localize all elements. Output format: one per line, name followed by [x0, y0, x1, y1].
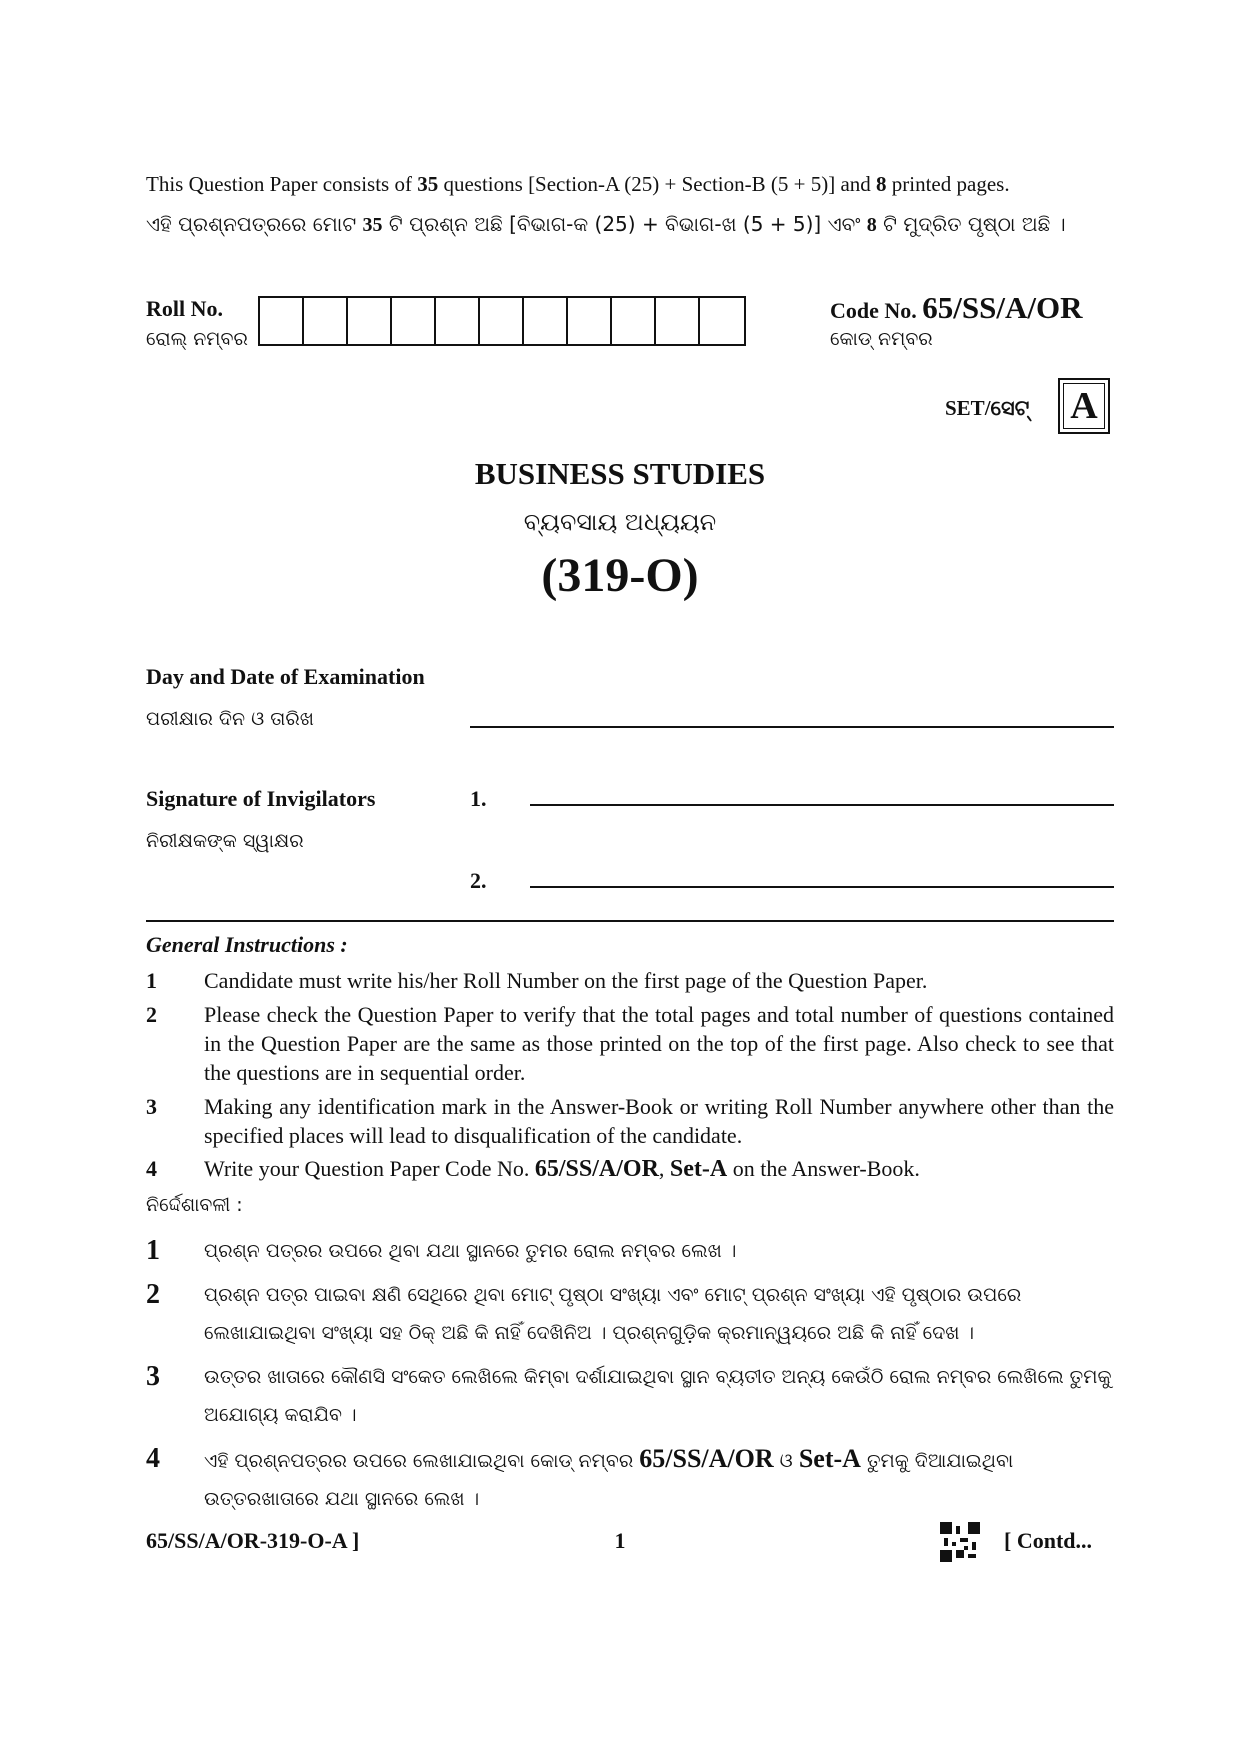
instruction-text: Please check the Question Paper to verify that the total pages and total number of questions contained in the Question Paper are the same as those printed on the top of the first page. Also check to see that the questions are in sequential order. [204, 1002, 1114, 1085]
instruction-text: Candidate must write his/her Roll Number on the first page of the Question Paper. [204, 968, 928, 993]
signature-2-line[interactable] [530, 886, 1114, 888]
instruction-code: 65/SS/A/OR [534, 1156, 659, 1182]
intro-en-text-b: questions [Section-A (25) + Section-B (5 + 5)] and [438, 172, 877, 196]
odia-instruction-item [146, 1440, 1114, 1518]
odia-instruction-number: 4 [146, 1443, 160, 1474]
subject-title-odia: ବ୍ୟବସାୟ ଅଧ୍ୟୟନ [523, 508, 717, 536]
odia-instruction-item [146, 1358, 1114, 1434]
roll-number-label: Roll No. [146, 296, 223, 321]
roll-digit-box[interactable] [656, 298, 700, 344]
odia-instruction-text-b: ତୁମକୁ ଦିଆଯାଇଥିବା ଉତ୍ତରଖାତାରେ ଯଥା ସ୍ଥାନରେ ଲେଖ । [204, 1450, 1014, 1510]
instruction-item [146, 1092, 1114, 1150]
code-number [830, 290, 1083, 326]
odia-instruction-mid: ଓ [773, 1450, 799, 1472]
invigilators-label: Signature of Invigilators [146, 786, 376, 811]
odia-instruction-code: 65/SS/A/OR [639, 1444, 774, 1473]
page-count-od: 8 [866, 214, 877, 236]
intro-od-text-c: ଟି ମୁଦ୍ରିତ ପୃଷ୍ଠା ଅଛି । [876, 212, 1066, 236]
code-number-label: Code No. [830, 298, 917, 323]
signature-2-number: 2. [470, 868, 487, 893]
set-box [1058, 378, 1110, 434]
instruction-item [146, 1154, 1114, 1184]
odia-instruction-text [204, 1440, 1114, 1518]
set-value: A [1070, 385, 1098, 427]
roll-digit-box[interactable] [260, 298, 304, 344]
intro-od-text-b: ଟି ପ୍ରଶ୍ନ ଅଛି [ବିଭାଗ-କ (25) + ବିଭାଗ-ଖ (5 + 5)] ଏବଂ [382, 212, 867, 236]
signature-1-line[interactable] [530, 804, 1114, 806]
roll-digit-box[interactable] [348, 298, 392, 344]
odia-instruction-text: ପ୍ରଶ୍ନ ପତ୍ର ପାଇବା କ୍ଷଣି ସେଥିରେ ଥିବା ମୋଟ୍ ପୃଷ୍ଠା ସଂଖ୍ୟା ଏବଂ ମୋଟ୍ ପ୍ରଶ୍ନ ସଂଖ୍ୟା ଏହି ପୃଷ୍ଠାର ଉପରେ ଲେଖାଯାଇଥିବା ସଂଖ୍ୟା ସହ ଠିକ୍ ଅଛି କି ନାହିଁ ଦେଖିନିଅ । ପ୍ରଶ୍ନଗୁଡ଼ିକ କ୍ରମାନ୍ୱୟରେ ଅଛି କି ନାହିଁ ଦେଖ । [204, 1284, 1022, 1344]
footer-paper-code: 65/SS/A/OR-319-O-A ] [146, 1528, 360, 1553]
page-count: 8 [876, 172, 887, 196]
question-count: 35 [417, 172, 439, 196]
exam-date-label: Day and Date of Examination [146, 664, 425, 689]
intro-odia [146, 212, 1066, 237]
intro-en-text-a: This Question Paper consists of [146, 172, 418, 196]
continued-label: [ Contd... [1004, 1528, 1093, 1553]
exam-date-input-line[interactable] [470, 726, 1114, 728]
instruction-number: 4 [146, 1156, 157, 1181]
subject-title: BUSINESS STUDIES [474, 456, 766, 491]
general-instructions-title: General Instructions : [146, 932, 348, 957]
signature-1-number: 1. [470, 786, 487, 811]
odia-instruction-set: Set-A [798, 1444, 861, 1473]
invigilators-label-odia: ନିରୀକ୍ଷକଙ୍କ ସ୍ୱାକ୍ଷର [146, 830, 304, 852]
exam-date-label-odia: ପରୀକ୍ଷାର ଦିନ ଓ ତାରିଖ [146, 708, 314, 730]
instruction-text-b: on the Answer-Book. [727, 1156, 920, 1181]
question-count-od: 35 [362, 214, 383, 236]
roll-digit-box[interactable] [612, 298, 656, 344]
roll-digit-box[interactable] [436, 298, 480, 344]
intro-english [146, 172, 1010, 197]
instruction-number: 3 [146, 1094, 157, 1119]
instruction-item [146, 1000, 1114, 1087]
odia-instruction-number: 1 [146, 1235, 160, 1266]
odia-instruction-text-a: ଏହି ପ୍ରଶ୍ନପତ୍ରର ଉପରେ ଲେଖାଯାଇଥିବା କୋଡ୍ ନମ୍ବର [204, 1450, 640, 1472]
roll-number-boxes[interactable] [258, 296, 746, 346]
intro-en-text-c: printed pages. [886, 172, 1010, 196]
instruction-item [146, 966, 1114, 995]
instruction-text: Making any identification mark in the Answer-Book or writing Roll Number anywhere other than the specified places will lead to disqualification of the candidate. [204, 1094, 1114, 1148]
instruction-text [204, 1154, 1114, 1184]
code-number-value: 65/SS/A/OR [922, 290, 1083, 325]
odia-instruction-item [146, 1276, 1114, 1352]
code-number-label-odia: କୋଡ୍ ନମ୍ବର [830, 328, 933, 350]
odia-instruction-text: ପ୍ରଶ୍ନ ପତ୍ରର ଉପରେ ଥିବା ଯଥା ସ୍ଥାନରେ ତୁମର ରୋଲ ନମ୍ବର ଲେଖ । [204, 1240, 737, 1262]
odia-instruction-item [146, 1232, 1114, 1270]
set-box-inner-border [1063, 383, 1105, 429]
roll-digit-box[interactable] [700, 298, 744, 344]
instruction-number: 2 [146, 1002, 157, 1027]
roll-digit-box[interactable] [304, 298, 348, 344]
odia-instruction-text: ଉତ୍ତର ଖାତାରେ କୌଣସି ସଂକେତ ଲେଖିଲେ କିମ୍ବା ଦର୍ଶାଯାଇଥିବା ସ୍ଥାନ ବ୍ୟତୀତ ଅନ୍ୟ କେଉଁଠି ରୋଲ ନମ୍ବର ଲେଖିଲେ ତୁମକୁ ଅଯୋଗ୍ୟ କରାଯିବ । [204, 1366, 1112, 1426]
instruction-sep: , [658, 1156, 670, 1181]
roll-digit-box[interactable] [524, 298, 568, 344]
intro-od-text-a: ଏହି ପ୍ରଶ୍ନପତ୍ରରେ ମୋଟ [146, 212, 363, 236]
odia-instructions-title: ନିର୍ଦ୍ଦେଶାବଳୀ : [146, 1194, 243, 1216]
odia-instruction-number: 3 [146, 1361, 160, 1392]
instruction-text-a: Write your Question Paper Code No. [204, 1156, 535, 1181]
set-label-text: SET/ସେଟ୍ [945, 396, 1030, 420]
odia-instruction-number: 2 [146, 1279, 160, 1310]
paper-code: (319-O) [541, 549, 699, 602]
set-label [945, 396, 1029, 421]
roll-digit-box[interactable] [480, 298, 524, 344]
roll-digit-box[interactable] [392, 298, 436, 344]
page-number: 1 [614, 1528, 626, 1553]
qr-code-icon [940, 1522, 980, 1562]
roll-number-label-odia: ରୋଲ୍ ନମ୍ବର [146, 328, 248, 350]
instruction-set: Set-A [669, 1156, 728, 1182]
section-divider [146, 920, 1114, 922]
roll-digit-box[interactable] [568, 298, 612, 344]
instruction-number: 1 [146, 968, 157, 993]
